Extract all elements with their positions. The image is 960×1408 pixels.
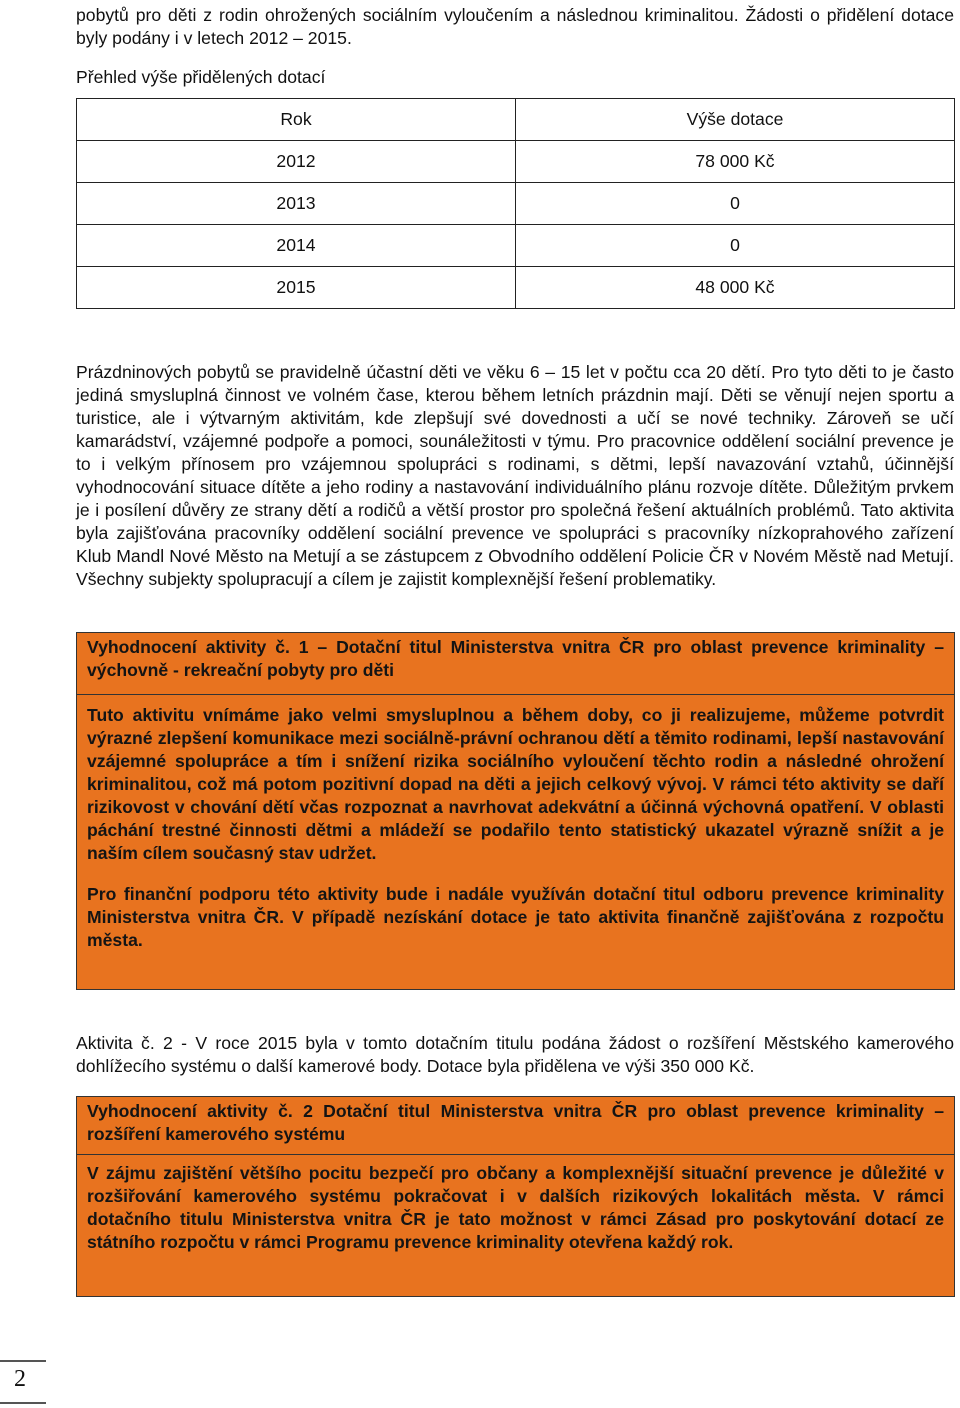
table-header-year: Rok <box>77 99 516 141</box>
table-cell-year: 2012 <box>77 141 516 183</box>
page-number: 2 <box>14 1366 26 1392</box>
table-cell-year: 2013 <box>77 183 516 225</box>
table-header-amount: Výše dotace <box>516 99 955 141</box>
table-row <box>77 225 955 267</box>
table-cell-amount: 78 000 Kč <box>516 141 955 183</box>
table-cell-amount: 48 000 Kč <box>516 267 955 309</box>
table-cell-year: 2014 <box>77 225 516 267</box>
table-row <box>77 141 955 183</box>
box-divider <box>76 694 955 695</box>
evaluation-heading: Vyhodnocení aktivity č. 2 Dotační titul Ministerstva vnitra ČR pro oblast prevence kriminality – rozšíření kamerového systému <box>87 1101 944 1144</box>
table-cell-amount: 0 <box>516 225 955 267</box>
table-cell-year: 2015 <box>77 267 516 309</box>
table-row <box>77 183 955 225</box>
evaluation-box-activity-1 <box>76 632 955 990</box>
activity-2-paragraph: Aktivita č. 2 - V roce 2015 byla v tomto dotačním titulu podána žádost o rozšíření Městského kamerového dohlížecího systému o další kamerové body. Dotace byla přidělena ve výši 350 000 Kč. <box>76 1033 954 1076</box>
evaluation-text: Tuto aktivitu vnímáme jako velmi smysluplnou a během doby, co ji realizujeme, můžeme potvrdit výrazné zlepšení komunikace mezi sociálně-právní ochranou dětí a těmito rodinami, lepší nastavování vzájemné spolupráce a tím i snížení rizika sociálního vyloučení těchto rodin a následné ohrožení kriminalitou, což má potom pozitivní dopad na děti a jejich celkový vývoj. V rámci této aktivity se daří rizikovost v chování dětí včas rozpoznat a navrhovat adekvátní a účinná výchovná opatření. V oblasti páchání trestné činnosti dětmi a mládeží se podařilo tento statistický ukazatel výrazně snížit a je naším cílem současný stav udržet. <box>87 705 944 863</box>
grant-table <box>76 98 955 309</box>
evaluation-text: V zájmu zajištění většího pocitu bezpečí pro občany a komplexnější situační prevence je důležité v rozšiřování kamerového systému pokračovat i v dalších rizikových lokalitách města. V rámci dotačního titulu Ministerstva vnitra ČR je tato možnost v rámci Zásad pro poskytování dotací ze státního rozpočtu v rámci Programu prevence kriminality otevřena každý rok. <box>87 1163 944 1252</box>
table-caption: Přehled výše přidělených dotací <box>76 67 326 87</box>
table-row <box>77 267 955 309</box>
evaluation-funding-text: Pro finanční podporu této aktivity bude i nadále využíván dotační titul odboru prevence kriminality Ministerstva vnitra ČR. V případě nezískání dotace je tato aktivita finančně zajišťována z rozpočtu města. <box>87 884 944 950</box>
table-header-row <box>77 99 955 141</box>
page-number-rule <box>0 1402 46 1404</box>
body-paragraph: Prázdninových pobytů se pravidelně účastní děti ve věku 6 – 15 let v počtu cca 20 dětí. Pro tyto děti to je často jediná smysluplná činnost ve volném čase, kterou během letních prázdnin mají. Děti se věnují nejen sportu a turistice, ale i výtvarným aktivitám, kde zlepšují své dovednosti a učí se nové techniky. Zároveň se učí kamarádství, vzájemné podpoře a pomoci, sounáležitosti v týmu. Pro pracovnice oddělení sociální prevence je to i velkým přínosem pro vzájemnou spolupráci s rodinami, s dětmi, lepší navazování vztahů, účinnější vyhodnocování situace dítěte a jeho rodiny a nastavování individuálního plánu rozvoje dítěte. Důležitým prvkem je i posílení důvěry ze strany dětí a rodičů a větší prostor pro společná řešení aktuálních problémů. Tato aktivita byla zajišťována pracovníky oddělení sociální prevence ve spolupráci s pracovníky nízkoprahového zařízení Klub Mandl Nové Město na Metují a se zástupcem z Obvodního oddělení Policie ČR v Novém Městě nad Metují. Všechny subjekty spolupracují a cílem je zajistit komplexnější řešení problematiky. <box>76 362 954 589</box>
table-cell-amount: 0 <box>516 183 955 225</box>
intro-paragraph: pobytů pro děti z rodin ohrožených sociálním vyloučením a následnou kriminalitou. Žádosti o přidělení dotace byly podány i v letech 2012 – 2015. <box>76 5 954 48</box>
evaluation-heading: Vyhodnocení aktivity č. 1 – Dotační titul Ministerstva vnitra ČR pro oblast prevence kriminality – výchovně - rekreační pobyty pro děti <box>87 637 944 680</box>
page-number-rule <box>0 1360 46 1362</box>
evaluation-box-activity-2 <box>76 1096 955 1297</box>
box-divider <box>76 1154 955 1155</box>
